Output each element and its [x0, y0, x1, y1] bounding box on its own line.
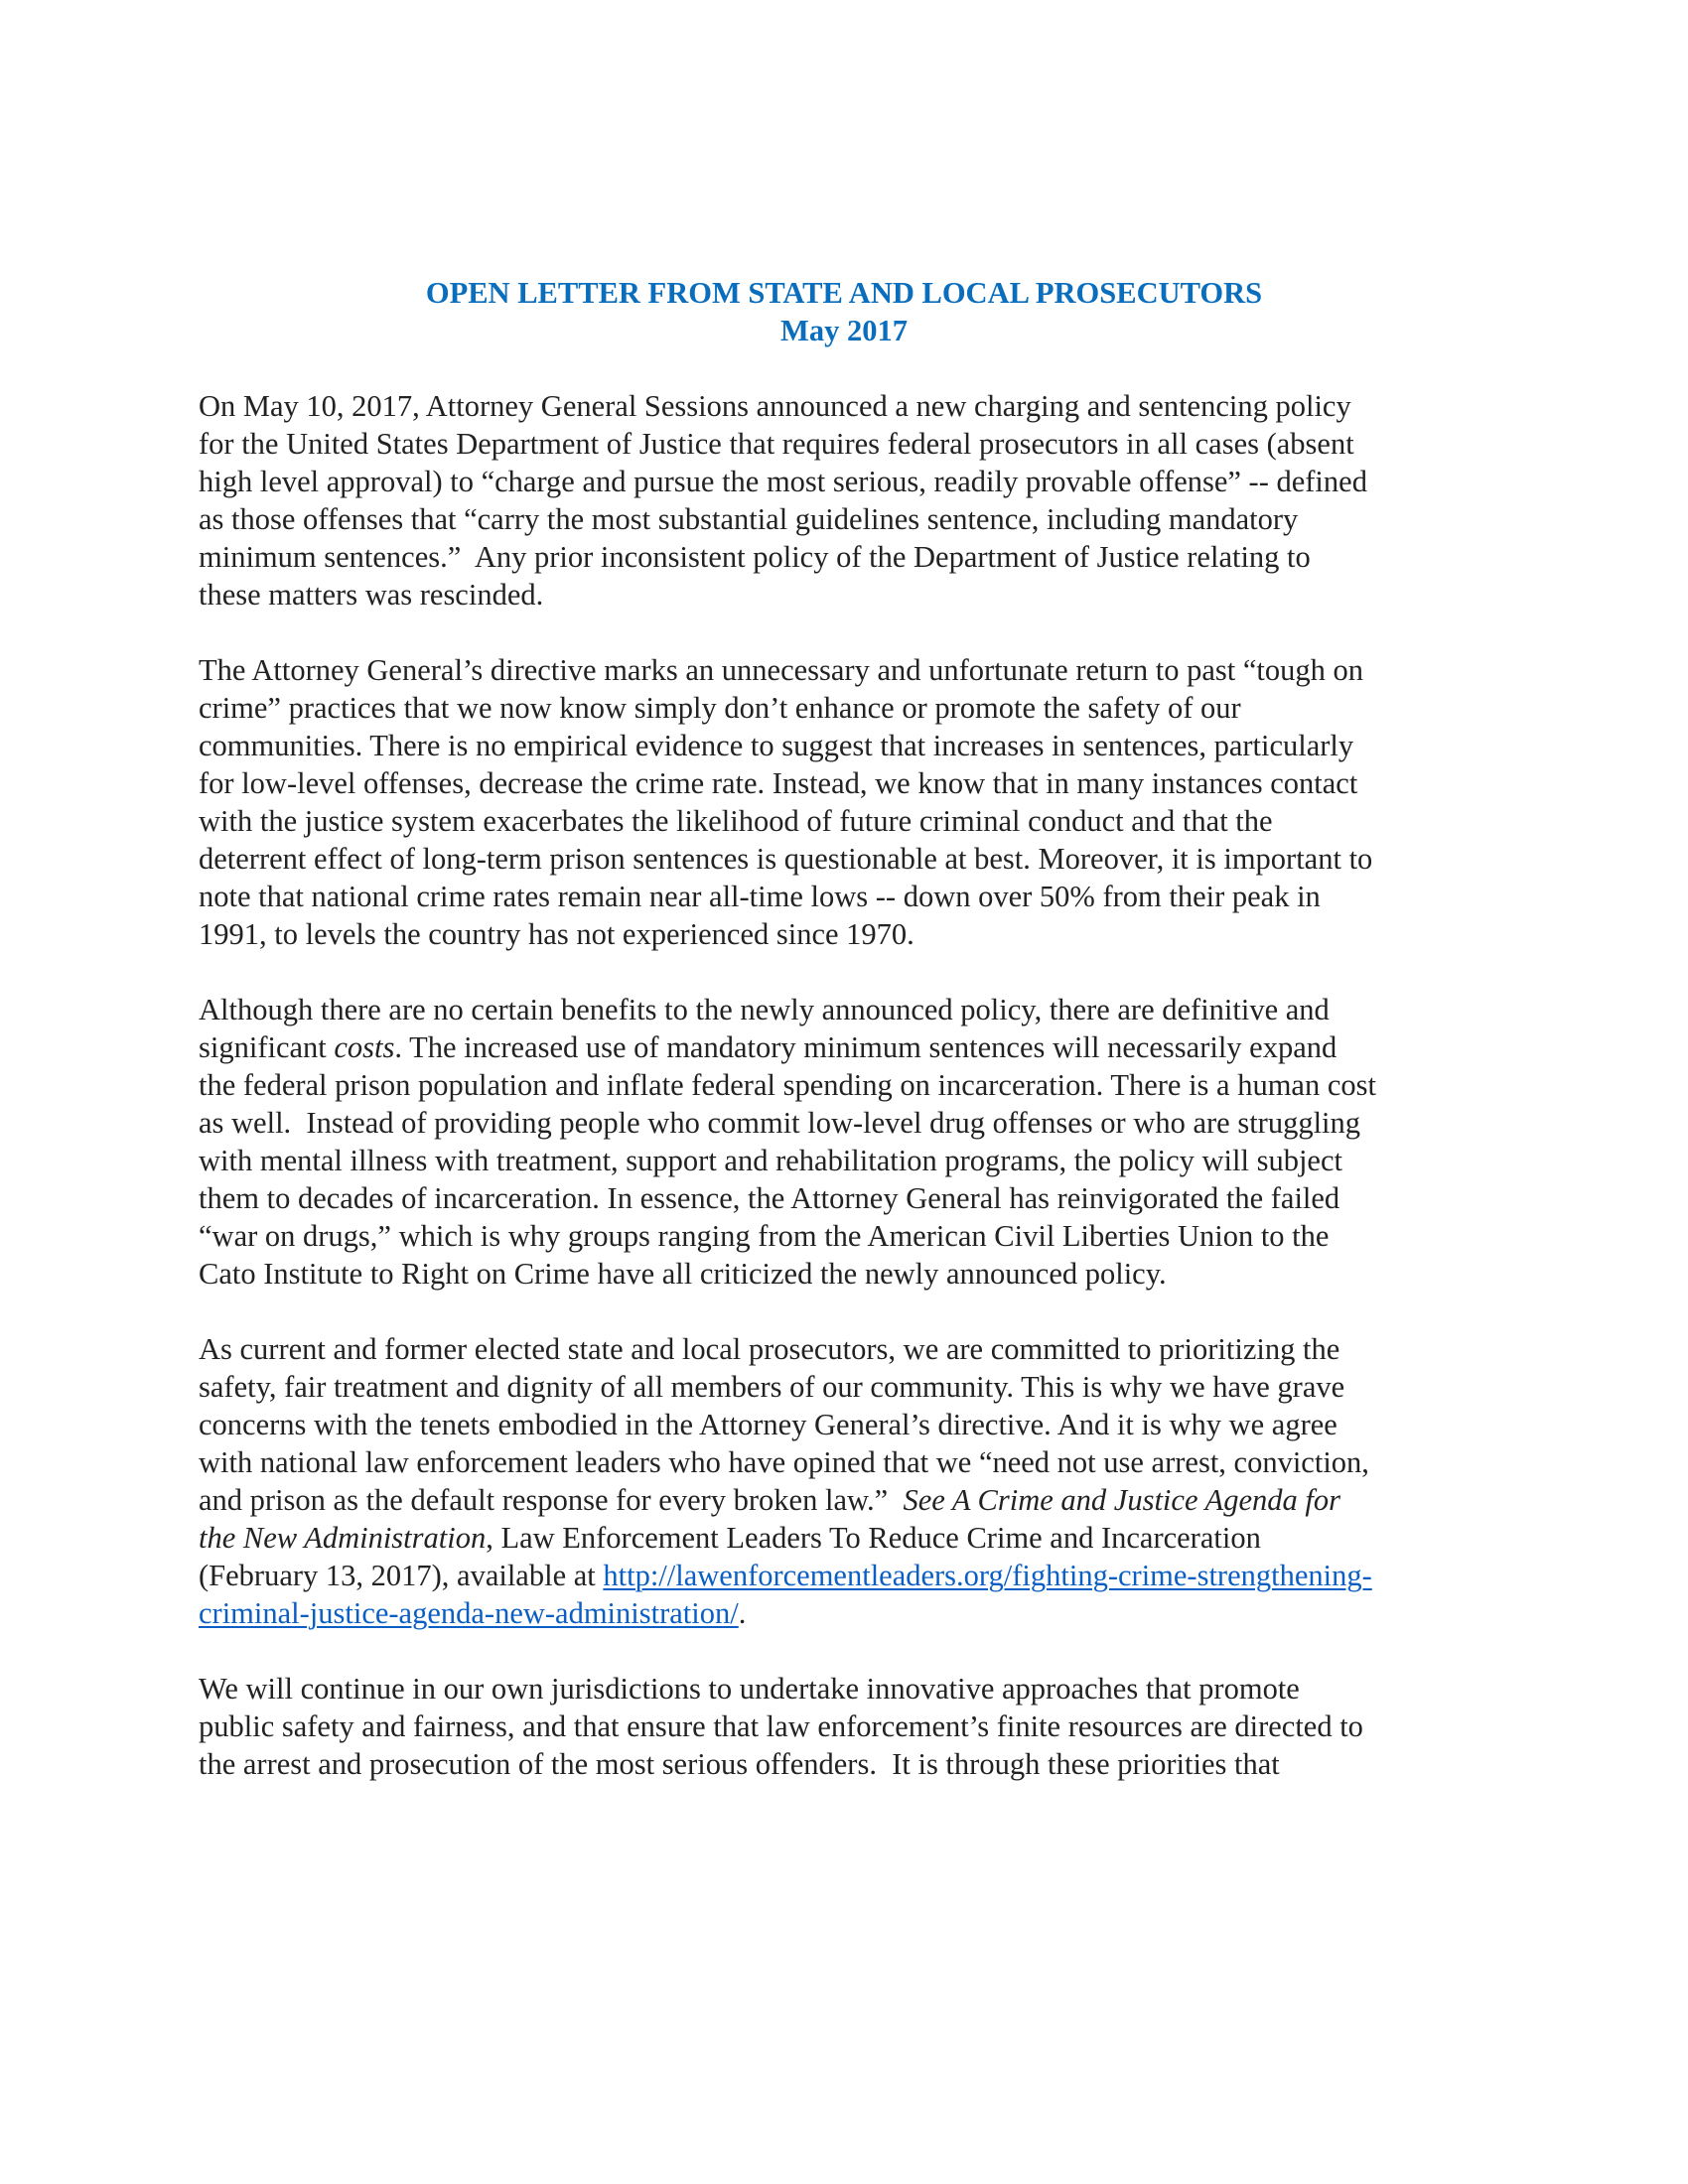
text-segment: . The increased use of mandatory minimum sentences will necessarily expand	[394, 1030, 1337, 1064]
text-line: the arrest and prosecution of the most serious offenders. It is through these priorities that	[199, 1747, 1280, 1781]
text-line: minimum sentences.” Any prior inconsistent policy of the Department of Justice relating to	[199, 540, 1311, 574]
text-line: crime” practices that we now know simply don’t enhance or promote the safety of our	[199, 691, 1241, 725]
text-line: public safety and fairness, and that ensure that law enforcement’s finite resources are directed to	[199, 1709, 1363, 1743]
paragraph-prosecutors-commitment	[199, 1330, 1509, 1632]
text-line: with mental illness with treatment, support and rehabilitation programs, the policy will subject	[199, 1144, 1342, 1177]
text-segment: (February 13, 2017), available at	[199, 1559, 604, 1592]
text-line: note that national crime rates remain near all-time lows -- down over 50% from their peak in	[199, 880, 1321, 913]
paragraph-costs	[199, 991, 1509, 1293]
text-line: with national law enforcement leaders who have opined that we “need not use arrest, conviction,	[199, 1445, 1369, 1479]
text-line: for low-level offenses, decrease the crime rate. Instead, we know that in many instances contact	[199, 766, 1358, 800]
citation-link[interactable]: http://lawenforcementleaders.org/fighting-crime-strengthening-	[603, 1559, 1372, 1592]
letter-body	[199, 387, 1509, 1821]
citation-italic: See A Crime and Justice Agenda for	[903, 1483, 1340, 1517]
text-line: 1991, to levels the country has not experienced since 1970.	[199, 917, 914, 951]
text-line: On May 10, 2017, Attorney General Sessions announced a new charging and sentencing policy	[199, 389, 1351, 423]
letter-title: OPEN LETTER FROM STATE AND LOCAL PROSECUTORS	[425, 276, 1263, 310]
text-line: Cato Institute to Right on Crime have all criticized the newly announced policy.	[199, 1257, 1167, 1291]
text-line: deterrent effect of long-term prison sentences is questionable at best. Moreover, it is important to	[199, 842, 1373, 876]
text-line: high level approval) to “charge and pursue the most serious, readily provable offense” -- defined	[199, 465, 1367, 498]
text-line: safety, fair treatment and dignity of all members of our community. This is why we have grave	[199, 1370, 1345, 1404]
text-line	[199, 1481, 1509, 1519]
text-line: as well. Instead of providing people who commit low-level drug offenses or who are struggling	[199, 1106, 1361, 1140]
emphasis-costs: costs	[334, 1030, 395, 1064]
paragraph-policy-announcement	[199, 387, 1509, 614]
text-line	[199, 1594, 1509, 1632]
text-line: As current and former elected state and local prosecutors, we are committed to prioritizing the	[199, 1332, 1340, 1366]
paragraph-continue-jurisdictions	[199, 1670, 1509, 1783]
text-line: Although there are no certain benefits to the newly announced policy, there are definitive and	[199, 993, 1330, 1026]
text-line: for the United States Department of Justice that requires federal prosecutors in all cases (absent	[199, 427, 1354, 461]
text-line: as those offenses that “carry the most substantial guidelines sentence, including mandatory	[199, 502, 1299, 536]
text-line: them to decades of incarceration. In essence, the Attorney General has reinvigorated the failed	[199, 1181, 1340, 1215]
paragraph-tough-on-crime	[199, 651, 1509, 953]
text-line: concerns with the tenets embodied in the Attorney General’s directive. And it is why we agree	[199, 1408, 1337, 1441]
text-line: We will continue in our own jurisdictions to undertake innovative approaches that promote	[199, 1672, 1300, 1706]
text-line: the federal prison population and inflate federal spending on incarceration. There is a human cost	[199, 1068, 1376, 1102]
letter-header	[0, 274, 1688, 349]
text-line	[199, 1028, 1509, 1066]
text-line: with the justice system exacerbates the likelihood of future criminal conduct and that the	[199, 804, 1273, 838]
text-segment: , Law Enforcement Leaders To Reduce Crime and Incarceration	[486, 1521, 1261, 1555]
text-line: communities. There is no empirical evidence to suggest that increases in sentences, particularly	[199, 729, 1354, 762]
text-segment: .	[738, 1596, 747, 1630]
citation-italic: the New Administration	[199, 1521, 487, 1555]
text-segment: significant	[199, 1030, 335, 1064]
citation-link-continued[interactable]: criminal-justice-agenda-new-administration/	[199, 1596, 739, 1630]
letter-date: May 2017	[780, 314, 908, 347]
text-line: The Attorney General’s directive marks an unnecessary and unfortunate return to past “tough on	[199, 653, 1364, 687]
text-segment: and prison as the default response for every broken law.”	[199, 1483, 904, 1517]
text-line	[199, 1557, 1509, 1594]
text-line: these matters was rescinded.	[199, 578, 544, 612]
text-line: “war on drugs,” which is why groups ranging from the American Civil Liberties Union to the	[199, 1219, 1330, 1253]
text-line	[199, 1519, 1509, 1557]
